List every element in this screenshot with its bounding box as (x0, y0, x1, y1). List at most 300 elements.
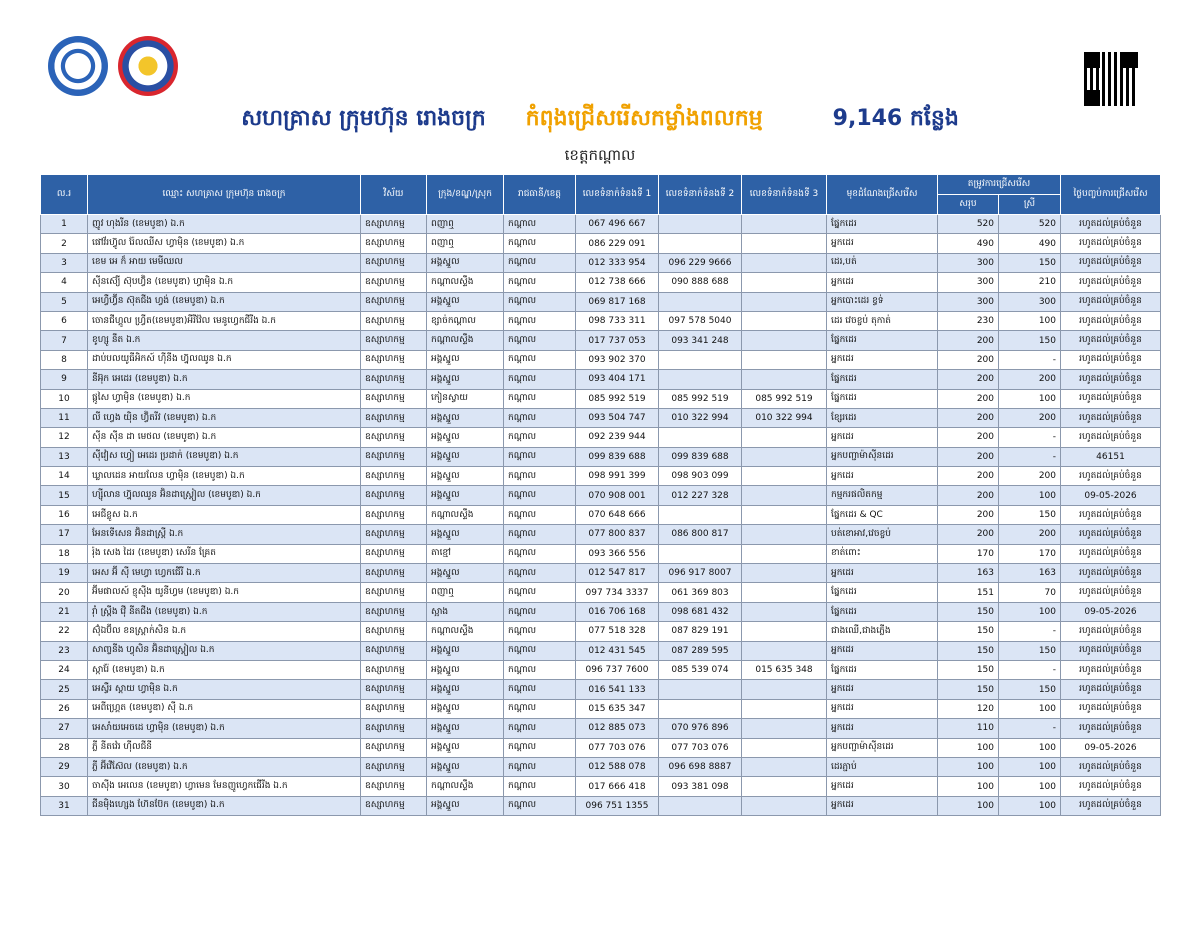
cell-sector: ឧស្សាហកម្ម (361, 680, 427, 699)
cell-female: 200 (999, 408, 1061, 427)
cell-district: ខ្សាច់កណ្ដាល (427, 311, 504, 330)
cell-position: អ្នកដេរ (827, 680, 938, 699)
cell-phone3 (742, 273, 827, 292)
cell-total: 100 (938, 777, 999, 796)
header-no: ល.រ (41, 175, 88, 215)
cell-phone2: 093 381 098 (659, 777, 742, 796)
cell-district: កណ្ដាលស្ទឹង (427, 273, 504, 292)
cell-phone2 (659, 544, 742, 563)
cell-phone3 (742, 796, 827, 815)
cell-phone1: 069 817 168 (576, 292, 659, 311)
cell-company: ខេម អេ ក៏ អាយ មេមីឈល (88, 253, 361, 272)
header-phone2: លេខទំនាក់ទំនងទី 2 (659, 175, 742, 215)
cell-no: 25 (41, 680, 88, 699)
cell-company: ផ្កូសៃ ហ្វាម៉ិន (ខេមបូឌា) ឯ.ក (88, 389, 361, 408)
cell-phone2 (659, 505, 742, 524)
cell-no: 27 (41, 719, 88, 738)
cell-district: កណ្ដាលស្ទឹង (427, 505, 504, 524)
cell-phone3 (742, 505, 827, 524)
cell-position: អ្នកបញ្ជាម៉ាស៊ីនដេរ (827, 447, 938, 466)
cell-province: កណ្ដាល (504, 719, 576, 738)
cell-no: 1 (41, 215, 88, 234)
cell-no: 7 (41, 331, 88, 350)
cell-phone2: 096 917 8007 (659, 564, 742, 583)
cell-phone2: 061 369 803 (659, 583, 742, 602)
cell-district: អង្គស្នួល (427, 428, 504, 447)
cell-sector: ឧស្សាហកម្ម (361, 738, 427, 757)
cell-phone3: 015 635 348 (742, 660, 827, 679)
cell-district: អង្គស្នួល (427, 447, 504, 466)
cell-phone1: 097 734 3337 (576, 583, 659, 602)
cell-phone3 (742, 564, 827, 583)
cell-sector: ឧស្សាហកម្ម (361, 564, 427, 583)
cell-deadline: រហូតដល់គ្រប់ចំនួន (1061, 273, 1161, 292)
cell-company: រ៉ាំ ស្ព្រីង វ៉ើ នីតជីង (ខេមបូឌា) ឯ.ក (88, 602, 361, 621)
cell-phone1: 093 504 747 (576, 408, 659, 427)
cell-phone1: 012 885 073 (576, 719, 659, 738)
cell-position: ផ្នែកដេរ (827, 583, 938, 602)
cell-no: 28 (41, 738, 88, 757)
cell-no: 21 (41, 602, 88, 621)
cell-phone2: 086 800 817 (659, 525, 742, 544)
cell-company: ឃ្លាលដេន អាយលែន ហ្វាម៉ិន (ខេមបូឌា) ឯ.ក (88, 467, 361, 486)
cell-deadline: រហូតដល់គ្រប់ចំនួន (1061, 525, 1161, 544)
cell-deadline: រហូតដល់គ្រប់ចំនួន (1061, 564, 1161, 583)
cell-total: 100 (938, 796, 999, 815)
cell-province: កណ្ដាល (504, 699, 576, 718)
cell-female: 163 (999, 564, 1061, 583)
cell-no: 30 (41, 777, 88, 796)
cell-female: 490 (999, 234, 1061, 253)
cell-no: 22 (41, 622, 88, 641)
cell-deadline: រហូតដល់គ្រប់ចំនួន (1061, 544, 1161, 563)
table-row (41, 719, 1161, 738)
cell-province: កណ្ដាល (504, 796, 576, 815)
cell-deadline: រហូតដល់គ្រប់ចំនួន (1061, 428, 1161, 447)
table-row (41, 389, 1161, 408)
cell-sector: ឧស្សាហកម្ម (361, 777, 427, 796)
cell-total: 110 (938, 719, 999, 738)
cell-phone1: 077 800 837 (576, 525, 659, 544)
table-row (41, 680, 1161, 699)
cell-total: 200 (938, 486, 999, 505)
table-row (41, 234, 1161, 253)
cell-female: 520 (999, 215, 1061, 234)
cell-company: នីអ៊ុក អេដេរ (ខេមបូឌា) ឯ.ក (88, 370, 361, 389)
cell-phone3: 010 322 994 (742, 408, 827, 427)
table-row (41, 370, 1161, 389)
cell-female: 200 (999, 370, 1061, 389)
cell-phone2: 098 903 099 (659, 467, 742, 486)
cell-company: អ៊ីមផាលស៍ ខ្ញុស៊ីង យូនីហ្វម (ខេមបូឌា) ឯ.ក (88, 583, 361, 602)
cell-province: កណ្ដាល (504, 777, 576, 796)
table-row (41, 486, 1161, 505)
cell-position: អ្នកដេរ (827, 467, 938, 486)
cell-total: 150 (938, 622, 999, 641)
cell-sector: ឧស្សាហកម្ម (361, 273, 427, 292)
header-phone3: លេខទំនាក់ទំនងទី 3 (742, 175, 827, 215)
cell-phone3 (742, 622, 827, 641)
cell-province: កណ្ដាល (504, 486, 576, 505)
cell-phone1: 096 737 7600 (576, 660, 659, 679)
cell-province: កណ្ដាល (504, 292, 576, 311)
header-sector: វិស័យ (361, 175, 427, 215)
table-row (41, 447, 1161, 466)
cell-sector: ឧស្សាហកម្ម (361, 699, 427, 718)
cell-company: អេពីហ្គ្រេត (ខេមបូឌា) ស៊ី ឯ.ក (88, 699, 361, 718)
cell-total: 200 (938, 467, 999, 486)
cell-position: អ្នកដេរ (827, 641, 938, 660)
cell-sector: ឧស្សាហកម្ម (361, 389, 427, 408)
cell-phone3 (742, 311, 827, 330)
cell-no: 15 (41, 486, 88, 505)
cell-company: ញូវ ហុងរីន (ខេមបូឌា) ឯ.ក (88, 215, 361, 234)
cell-no: 8 (41, 350, 88, 369)
cell-female: 150 (999, 641, 1061, 660)
cell-province: កណ្ដាល (504, 680, 576, 699)
cell-total: 120 (938, 699, 999, 718)
table-row (41, 699, 1161, 718)
cell-female: - (999, 660, 1061, 679)
cell-phone1: 093 902 370 (576, 350, 659, 369)
cell-district: អង្គស្នួល (427, 467, 504, 486)
cell-no: 19 (41, 564, 88, 583)
cell-company: ស៊ីនស៊្យើ ស៊ុបហ្វ៊ិន (ខេមបូឌា) ហ្វាម៉ិន ឯ.ក (88, 273, 361, 292)
cell-district: អង្គស្នួល (427, 525, 504, 544)
cell-sector: ឧស្សាហកម្ម (361, 253, 427, 272)
cell-sector: ឧស្សាហកម្ម (361, 331, 427, 350)
cell-phone2 (659, 370, 742, 389)
cell-position: អ្នកដេរ (827, 428, 938, 447)
cell-province: កណ្ដាល (504, 447, 576, 466)
cell-total: 300 (938, 292, 999, 311)
cell-company: ស៊ីន ស៊ីន ដា មេថល (ខេមបូឌា) ឯ.ក (88, 428, 361, 447)
cell-phone2 (659, 292, 742, 311)
cell-sector: ឧស្សាហកម្ម (361, 796, 427, 815)
table-row (41, 331, 1161, 350)
cell-deadline: រហូតដល់គ្រប់ចំនួន (1061, 777, 1161, 796)
cell-sector: ឧស្សាហកម្ម (361, 408, 427, 427)
cell-phone3 (742, 331, 827, 350)
cell-phone3 (742, 215, 827, 234)
cell-deadline: រហូតដល់គ្រប់ចំនួន (1061, 253, 1161, 272)
table-row (41, 602, 1161, 621)
cell-position: កម្មករផលិតកម្ម (827, 486, 938, 505)
cell-company: អែនទើសេន អ៊ិនដាស្ត្រី ឯ.ក (88, 525, 361, 544)
cell-position: ផ្នែកដេរ (827, 215, 938, 234)
cell-female: 100 (999, 389, 1061, 408)
cell-deadline: 09-05-2026 (1061, 738, 1161, 757)
cell-district: អង្គស្នួល (427, 292, 504, 311)
cell-phone1: 016 706 168 (576, 602, 659, 621)
cell-province: កណ្ដាល (504, 525, 576, 544)
cell-phone3 (742, 292, 827, 311)
cell-total: 100 (938, 738, 999, 757)
cell-phone2: 087 829 191 (659, 622, 742, 641)
ministry-logo (48, 36, 108, 96)
cell-sector: ឧស្សាហកម្ម (361, 525, 427, 544)
cell-total: 200 (938, 447, 999, 466)
cell-total: 150 (938, 641, 999, 660)
cell-phone2 (659, 699, 742, 718)
cell-province: កណ្ដាល (504, 544, 576, 563)
cell-province: កណ្ដាល (504, 428, 576, 447)
cell-deadline: រហូតដល់គ្រប់ចំនួន (1061, 583, 1161, 602)
cell-no: 4 (41, 273, 88, 292)
cell-phone2: 010 322 994 (659, 408, 742, 427)
cell-no: 31 (41, 796, 88, 815)
cell-phone3 (742, 447, 827, 466)
cell-phone3 (742, 486, 827, 505)
cell-sector: ឧស្សាហកម្ម (361, 292, 427, 311)
cell-phone1: 070 648 666 (576, 505, 659, 524)
table-row (41, 428, 1161, 447)
cell-position: ផ្នែកដេរ (827, 602, 938, 621)
cell-company: ស៊ីវៀស ហ្វៀ អេដេរ ប្រដាក់ (ខេមបូឌា) ឯ.ក (88, 447, 361, 466)
table-row (41, 622, 1161, 641)
cell-district: កៀនស្វាយ (427, 389, 504, 408)
cell-deadline: 09-05-2026 (1061, 486, 1161, 505)
cell-province: កណ្ដាល (504, 331, 576, 350)
table-row (41, 660, 1161, 679)
cell-deadline: រហូតដល់គ្រប់ចំនួន (1061, 215, 1161, 234)
table-row (41, 273, 1161, 292)
cell-phone1: 012 588 078 (576, 757, 659, 776)
cell-no: 18 (41, 544, 88, 563)
cell-province: កណ្ដាល (504, 234, 576, 253)
cell-company: ស៊ុំឯប៊ីល ខនស្ត្រាក់សិន ឯ.ក (88, 622, 361, 641)
cell-total: 200 (938, 389, 999, 408)
cell-phone3 (742, 544, 827, 563)
cell-phone2: 096 698 8887 (659, 757, 742, 776)
cell-company: សាញ្ចនីង ហ្វុសិន អ៊ិនដាស្ត្រៀល ឯ.ក (88, 641, 361, 660)
cell-total: 300 (938, 273, 999, 292)
cell-no: 14 (41, 467, 88, 486)
cell-female: 170 (999, 544, 1061, 563)
cell-phone2 (659, 350, 742, 369)
cell-phone3 (742, 777, 827, 796)
cell-deadline: រហូតដល់គ្រប់ចំនួន (1061, 311, 1161, 330)
cell-phone3 (742, 583, 827, 602)
cell-company: ភ្លី អ៊ីវើស៊ែល (ខេមបូឌា) ឯ.ក (88, 757, 361, 776)
table-row (41, 311, 1161, 330)
cell-position: ផ្នែកដេរ (827, 331, 938, 350)
cell-no: 10 (41, 389, 88, 408)
cell-female: - (999, 447, 1061, 466)
cell-company: អេស អ៊ី ស៊ី មេហ្វា ហ្វេកជើរី ឯ.ក (88, 564, 361, 583)
cell-female: 300 (999, 292, 1061, 311)
cell-total: 170 (938, 544, 999, 563)
cell-district: ស្អាង (427, 602, 504, 621)
cell-district: តាខ្មៅ (427, 544, 504, 563)
cell-sector: ឧស្សាហកម្ម (361, 719, 427, 738)
job-vacancy-table (40, 174, 1161, 816)
cell-phone2: 087 289 595 (659, 641, 742, 660)
cell-district: អង្គស្នួល (427, 564, 504, 583)
cell-no: 9 (41, 370, 88, 389)
cell-total: 150 (938, 680, 999, 699)
qr-code[interactable] (1084, 52, 1138, 106)
table-row (41, 796, 1161, 815)
cell-deadline: រហូតដល់គ្រប់ចំនួន (1061, 350, 1161, 369)
cell-female: 100 (999, 738, 1061, 757)
cell-province: កណ្ដាល (504, 408, 576, 427)
cell-total: 200 (938, 331, 999, 350)
cell-phone3 (742, 680, 827, 699)
cell-position: ផ្នែកដេរ & QC (827, 505, 938, 524)
cell-no: 2 (41, 234, 88, 253)
cell-position: អ្នកដេរ (827, 699, 938, 718)
cell-sector: ឧស្សាហកម្ម (361, 505, 427, 524)
cell-province: កណ្ដាល (504, 350, 576, 369)
cell-province: កណ្ដាល (504, 583, 576, 602)
cell-sector: ឧស្សាហកម្ម (361, 370, 427, 389)
cell-female: - (999, 428, 1061, 447)
cell-female: 200 (999, 525, 1061, 544)
cell-total: 490 (938, 234, 999, 253)
cell-phone2 (659, 796, 742, 815)
cell-province: កណ្ដាល (504, 622, 576, 641)
cell-district: អង្គស្នួល (427, 719, 504, 738)
cell-province: កណ្ដាល (504, 602, 576, 621)
cell-phone1: 017 737 053 (576, 331, 659, 350)
cell-no: 29 (41, 757, 88, 776)
cell-phone3 (742, 370, 827, 389)
cell-female: 100 (999, 757, 1061, 776)
cell-phone1: 012 431 545 (576, 641, 659, 660)
table-row (41, 408, 1161, 427)
cell-company: អេសាំយអេចដេ ហ្វាម៉ិន (ខេមបូឌា) ឯ.ក (88, 719, 361, 738)
cell-province: កណ្ដាល (504, 370, 576, 389)
cell-phone2: 012 227 328 (659, 486, 742, 505)
cell-phone2 (659, 215, 742, 234)
cell-position: ជាងឈើ,ជាងភ្លើង (827, 622, 938, 641)
cell-no: 16 (41, 505, 88, 524)
cell-phone1: 093 366 556 (576, 544, 659, 563)
cell-female: 100 (999, 777, 1061, 796)
province-subtitle: ខេត្តកណ្ដាល (564, 146, 636, 164)
cell-phone2: 070 976 896 (659, 719, 742, 738)
cell-phone1: 085 992 519 (576, 389, 659, 408)
cell-sector: ឧស្សាហកម្ម (361, 428, 427, 447)
cell-sector: ឧស្សាហកម្ម (361, 350, 427, 369)
cell-phone1: 067 496 667 (576, 215, 659, 234)
cell-total: 163 (938, 564, 999, 583)
cell-no: 6 (41, 311, 88, 330)
cell-district: អង្គស្នួល (427, 699, 504, 718)
cell-province: កណ្ដាល (504, 641, 576, 660)
cell-phone3 (742, 757, 827, 776)
cell-position: អ្នកដេរ (827, 564, 938, 583)
cell-deadline: រហូតដល់គ្រប់ចំនួន (1061, 389, 1161, 408)
cell-company: ភ្លី នីតវ៉េរ ហ៊ីលជីនី (88, 738, 361, 757)
cell-total: 200 (938, 370, 999, 389)
cell-province: កណ្ដាល (504, 311, 576, 330)
cell-phone3 (742, 350, 827, 369)
cell-province: កណ្ដាល (504, 505, 576, 524)
cell-sector: ឧស្សាហកម្ម (361, 311, 427, 330)
cell-company: ចាស៊ីង អេលេន (ខេមបូឌា) ហ្វាមេន មែនញូហ្វេកជើរីង ឯ.ក (88, 777, 361, 796)
cell-position: ផ្នែកដេរ (827, 370, 938, 389)
cell-district: កណ្ដាលស្ទឹង (427, 777, 504, 796)
cell-company: ផៅវ័រហ៊្វូល រ៉ែលឈីស ហ្វាម៉ិន (ខេមបូឌា) ឯ.ក (88, 234, 361, 253)
cell-province: កណ្ដាល (504, 660, 576, 679)
cell-sector: ឧស្សាហកម្ម (361, 544, 427, 563)
cell-position: អ្នកដេរ (827, 777, 938, 796)
table-row (41, 215, 1161, 234)
cell-no: 17 (41, 525, 88, 544)
title-part-1: សហគ្រាស ក្រុមហ៊ុន រោងចក្រ (241, 106, 486, 131)
cell-company: ហ្ស៊ីលាន ហ្វ៊ុលឈូន អ៊ិនដាស្ត្រៀល (ខេមបូឌា) ឯ.ក (88, 486, 361, 505)
cell-phone2: 090 888 688 (659, 273, 742, 292)
cell-company: អេហ្វឺហ្វ៊ីន ស៊ុតជីង ហ្វង់ (ខេមបូឌា) ឯ.ក (88, 292, 361, 311)
cell-total: 150 (938, 660, 999, 679)
cell-phone2 (659, 234, 742, 253)
cell-no: 11 (41, 408, 88, 427)
cell-sector: ឧស្សាហកម្ម (361, 757, 427, 776)
cell-position: អ្នកដេរ (827, 719, 938, 738)
cell-no: 3 (41, 253, 88, 272)
table-row (41, 292, 1161, 311)
header-district: ក្រុង/ខណ្ឌ/ស្រុក (427, 175, 504, 215)
cell-company: លី ហ្វេង យ៉ិន ហ្វ៊ិតរីវ (ខេមបូឌា) ឯ.ក (88, 408, 361, 427)
cell-no: 20 (41, 583, 88, 602)
cell-district: កណ្ដាលស្ទឹង (427, 331, 504, 350)
cell-total: 200 (938, 408, 999, 427)
header-female: ស្រី (999, 195, 1061, 215)
cell-female: 100 (999, 796, 1061, 815)
cell-company: ដាប់បលយូធីអិកស៍ ហ៊ីនីង ហ្វ៊ុលឈូន ឯ.ក (88, 350, 361, 369)
cell-province: កណ្ដាល (504, 215, 576, 234)
header-deadline: ថ្ងៃបញ្ចប់ការជ្រើសរើស (1061, 175, 1161, 215)
cell-phone2: 096 229 9666 (659, 253, 742, 272)
cell-deadline: រហូតដល់គ្រប់ចំនួន (1061, 370, 1161, 389)
table-row (41, 525, 1161, 544)
cell-district: អង្គស្នួល (427, 757, 504, 776)
header-total: សរុប (938, 195, 999, 215)
cell-sector: ឧស្សាហកម្ម (361, 215, 427, 234)
cell-province: កណ្ដាល (504, 738, 576, 757)
cell-district: អង្គស្នួល (427, 796, 504, 815)
header-company: ឈ្មោះ សហគ្រាស ក្រុមហ៊ុន រោងចក្រ (88, 175, 361, 215)
table-row (41, 583, 1161, 602)
cell-province: កណ្ដាល (504, 757, 576, 776)
cell-phone3 (742, 428, 827, 447)
cell-sector: ឧស្សាហកម្ម (361, 641, 427, 660)
cell-female: 150 (999, 680, 1061, 699)
cell-position: អ្នកបញ្ជាម៉ាស៊ីនដេរ (827, 738, 938, 757)
cell-phone2: 098 681 432 (659, 602, 742, 621)
cell-female: - (999, 719, 1061, 738)
header-province: រាជធានី/ខេត្ត (504, 175, 576, 215)
cell-female: 200 (999, 467, 1061, 486)
cell-district: អង្គស្នួល (427, 350, 504, 369)
cell-province: កណ្ដាល (504, 273, 576, 292)
cell-total: 151 (938, 583, 999, 602)
cell-deadline: រហូតដល់គ្រប់ចំនួន (1061, 622, 1161, 641)
cell-position: ដេរ,បត់ (827, 253, 938, 272)
cell-female: 70 (999, 583, 1061, 602)
cell-phone2 (659, 680, 742, 699)
cell-company: អេស្វឺរ ស្តាយ ហ្វាម៉ិន ឯ.ក (88, 680, 361, 699)
table-row (41, 505, 1161, 524)
table-row (41, 564, 1161, 583)
organization-logo (118, 36, 178, 96)
cell-phone1: 012 738 666 (576, 273, 659, 292)
cell-deadline: រហូតដល់គ្រប់ចំនួន (1061, 660, 1161, 679)
cell-position: អ្នកដេរ (827, 350, 938, 369)
cell-district: អង្គស្នួល (427, 680, 504, 699)
